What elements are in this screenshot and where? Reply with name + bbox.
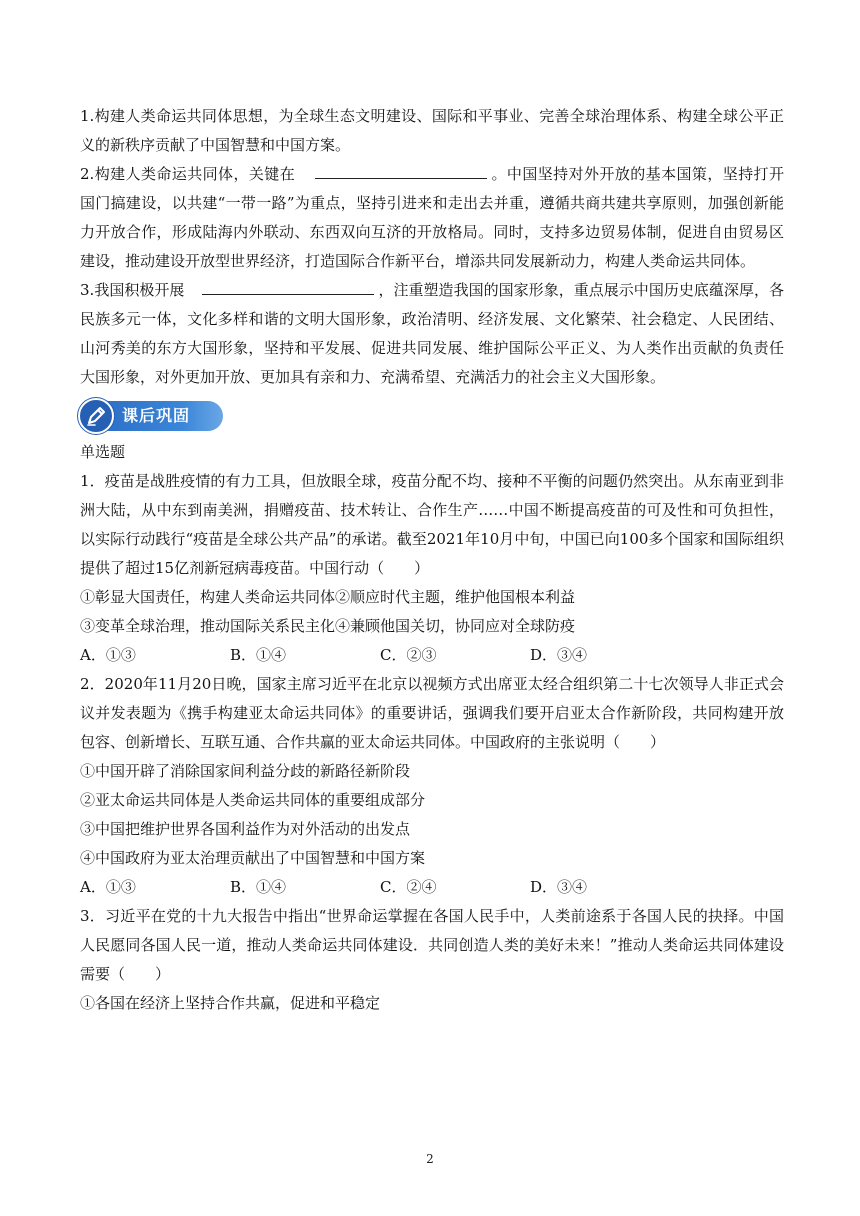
fill-in-blank-1[interactable]: [315, 161, 487, 179]
option-a[interactable]: A．①③: [80, 646, 136, 664]
question-3-stem: 3．习近平在党的十九大报告中指出“世界命运掌握在各国人民手中，人类前途系于各国人民的抉择。中国人民愿同各国人民一道，推动人类命运共同体建设．共同创造人类的美好未来！”推动人类命运共同体建设需要（ ）: [80, 907, 784, 983]
option-b[interactable]: B．①④: [230, 646, 287, 664]
question-1-options: [80, 641, 784, 670]
page-content: [80, 102, 784, 1018]
option-b[interactable]: B．①④: [230, 878, 287, 896]
question-1-statement-line-1: ①彰显大国责任，构建人类命运共同体②顺应时代主题，维护他国根本利益: [80, 588, 576, 606]
intro-point-2: [80, 160, 784, 276]
question-type-label: 单选题: [80, 443, 126, 461]
question-1-stem: 1．疫苗是战胜疫情的有力工具，但放眼全球，疫苗分配不均、接种不平衡的问题仍然突出。从东南亚到非洲大陆，从中东到南美洲，捐赠疫苗、技术转让、合作生产……中国不断提高疫苗的可及性和可负担性，以实际行动践行“疫苗是全球公共产品”的承诺。截至2021年10月中旬，中国已向100多个国家和国际组织提供了超过15亿剂新冠病毒疫苗。中国行动（ ）: [80, 472, 784, 577]
fill-in-blank-2[interactable]: [202, 277, 374, 295]
question-2-statement-2: ②亚太命运共同体是人类命运共同体的重要组成部分: [80, 791, 426, 809]
option-d[interactable]: D．③④: [530, 646, 588, 664]
pencil-icon: [78, 398, 114, 434]
question-1-statement-line-2: ③变革全球治理，推动国际关系民主化④兼顾他国关切，协同应对全球防疫: [80, 617, 576, 635]
intro-point-2-body: 。中国坚持对外开放的基本国策，坚持打开国门搞建设，以共建“一带一路”为重点，坚持引进来和走出去并重，遵循共商共建共享原则，加强创新能力开放合作，形成陆海内外联动、东西双向互济的开放格局。同时，支持多边贸易体制，促进自由贸易区建设，推动建设开放型世界经济，打造国际合作新平台，增添共同发展新动力，构建人类命运共同体。: [80, 165, 784, 270]
intro-point-3: [80, 276, 784, 392]
question-2-statement-1: ①中国开辟了消除国家间利益分歧的新路径新阶段: [80, 762, 411, 780]
question-2-statement-4: ④中国政府为亚太治理贡献出了中国智慧和中国方案: [80, 849, 426, 867]
intro-point-3-lead: 3.我国积极开展: [80, 281, 185, 299]
intro-point-1: 1.构建人类命运共同体思想，为全球生态文明建设、国际和平事业、完善全球治理体系、构建全球公平正义的新秩序贡献了中国智慧和中国方案。: [80, 107, 784, 154]
question-2-options: [80, 873, 784, 902]
question-2-stem: 2．2020年11月20日晚，国家主席习近平在北京以视频方式出席亚太经合组织第二十七次领导人非正式会议并发表题为《携手构建亚太命运共同体》的重要讲话，强调我们要开启亚太合作新阶段，共同构建开放包容、创新增长、互联互通、合作共赢的亚太命运共同体。中国政府的主张说明（ ）: [80, 675, 784, 751]
section-badge: [78, 398, 223, 434]
intro-point-2-lead: 2.构建人类命运共同体，关键在: [80, 165, 296, 183]
option-c[interactable]: C．②③: [380, 646, 437, 664]
option-a[interactable]: A．①③: [80, 878, 136, 896]
question-3-statement-1: ①各国在经济上坚持合作共赢，促进和平稳定: [80, 994, 381, 1012]
page-number: 2: [426, 1152, 434, 1166]
option-d[interactable]: D．③④: [530, 878, 588, 896]
option-c[interactable]: C．②④: [380, 878, 437, 896]
question-2-statement-3: ③中国把维护世界各国利益作为对外活动的出发点: [80, 820, 411, 838]
intro-point-3-body: ，注重塑造我国的国家形象，重点展示中国历史底蕴深厚，各民族多元一体，文化多样和谐的文明大国形象，政治清明、经济发展、文化繁荣、社会稳定、人民团结、山河秀美的东方大国形象，坚持和平发展、促进共同发展、维护国际公平正义、为人类作出贡献的负责任大国形象，对外更加开放、更加具有亲和力、充满希望、充满活力的社会主义大国形象。: [80, 281, 784, 386]
section-badge-label: 课后巩固: [122, 406, 191, 425]
